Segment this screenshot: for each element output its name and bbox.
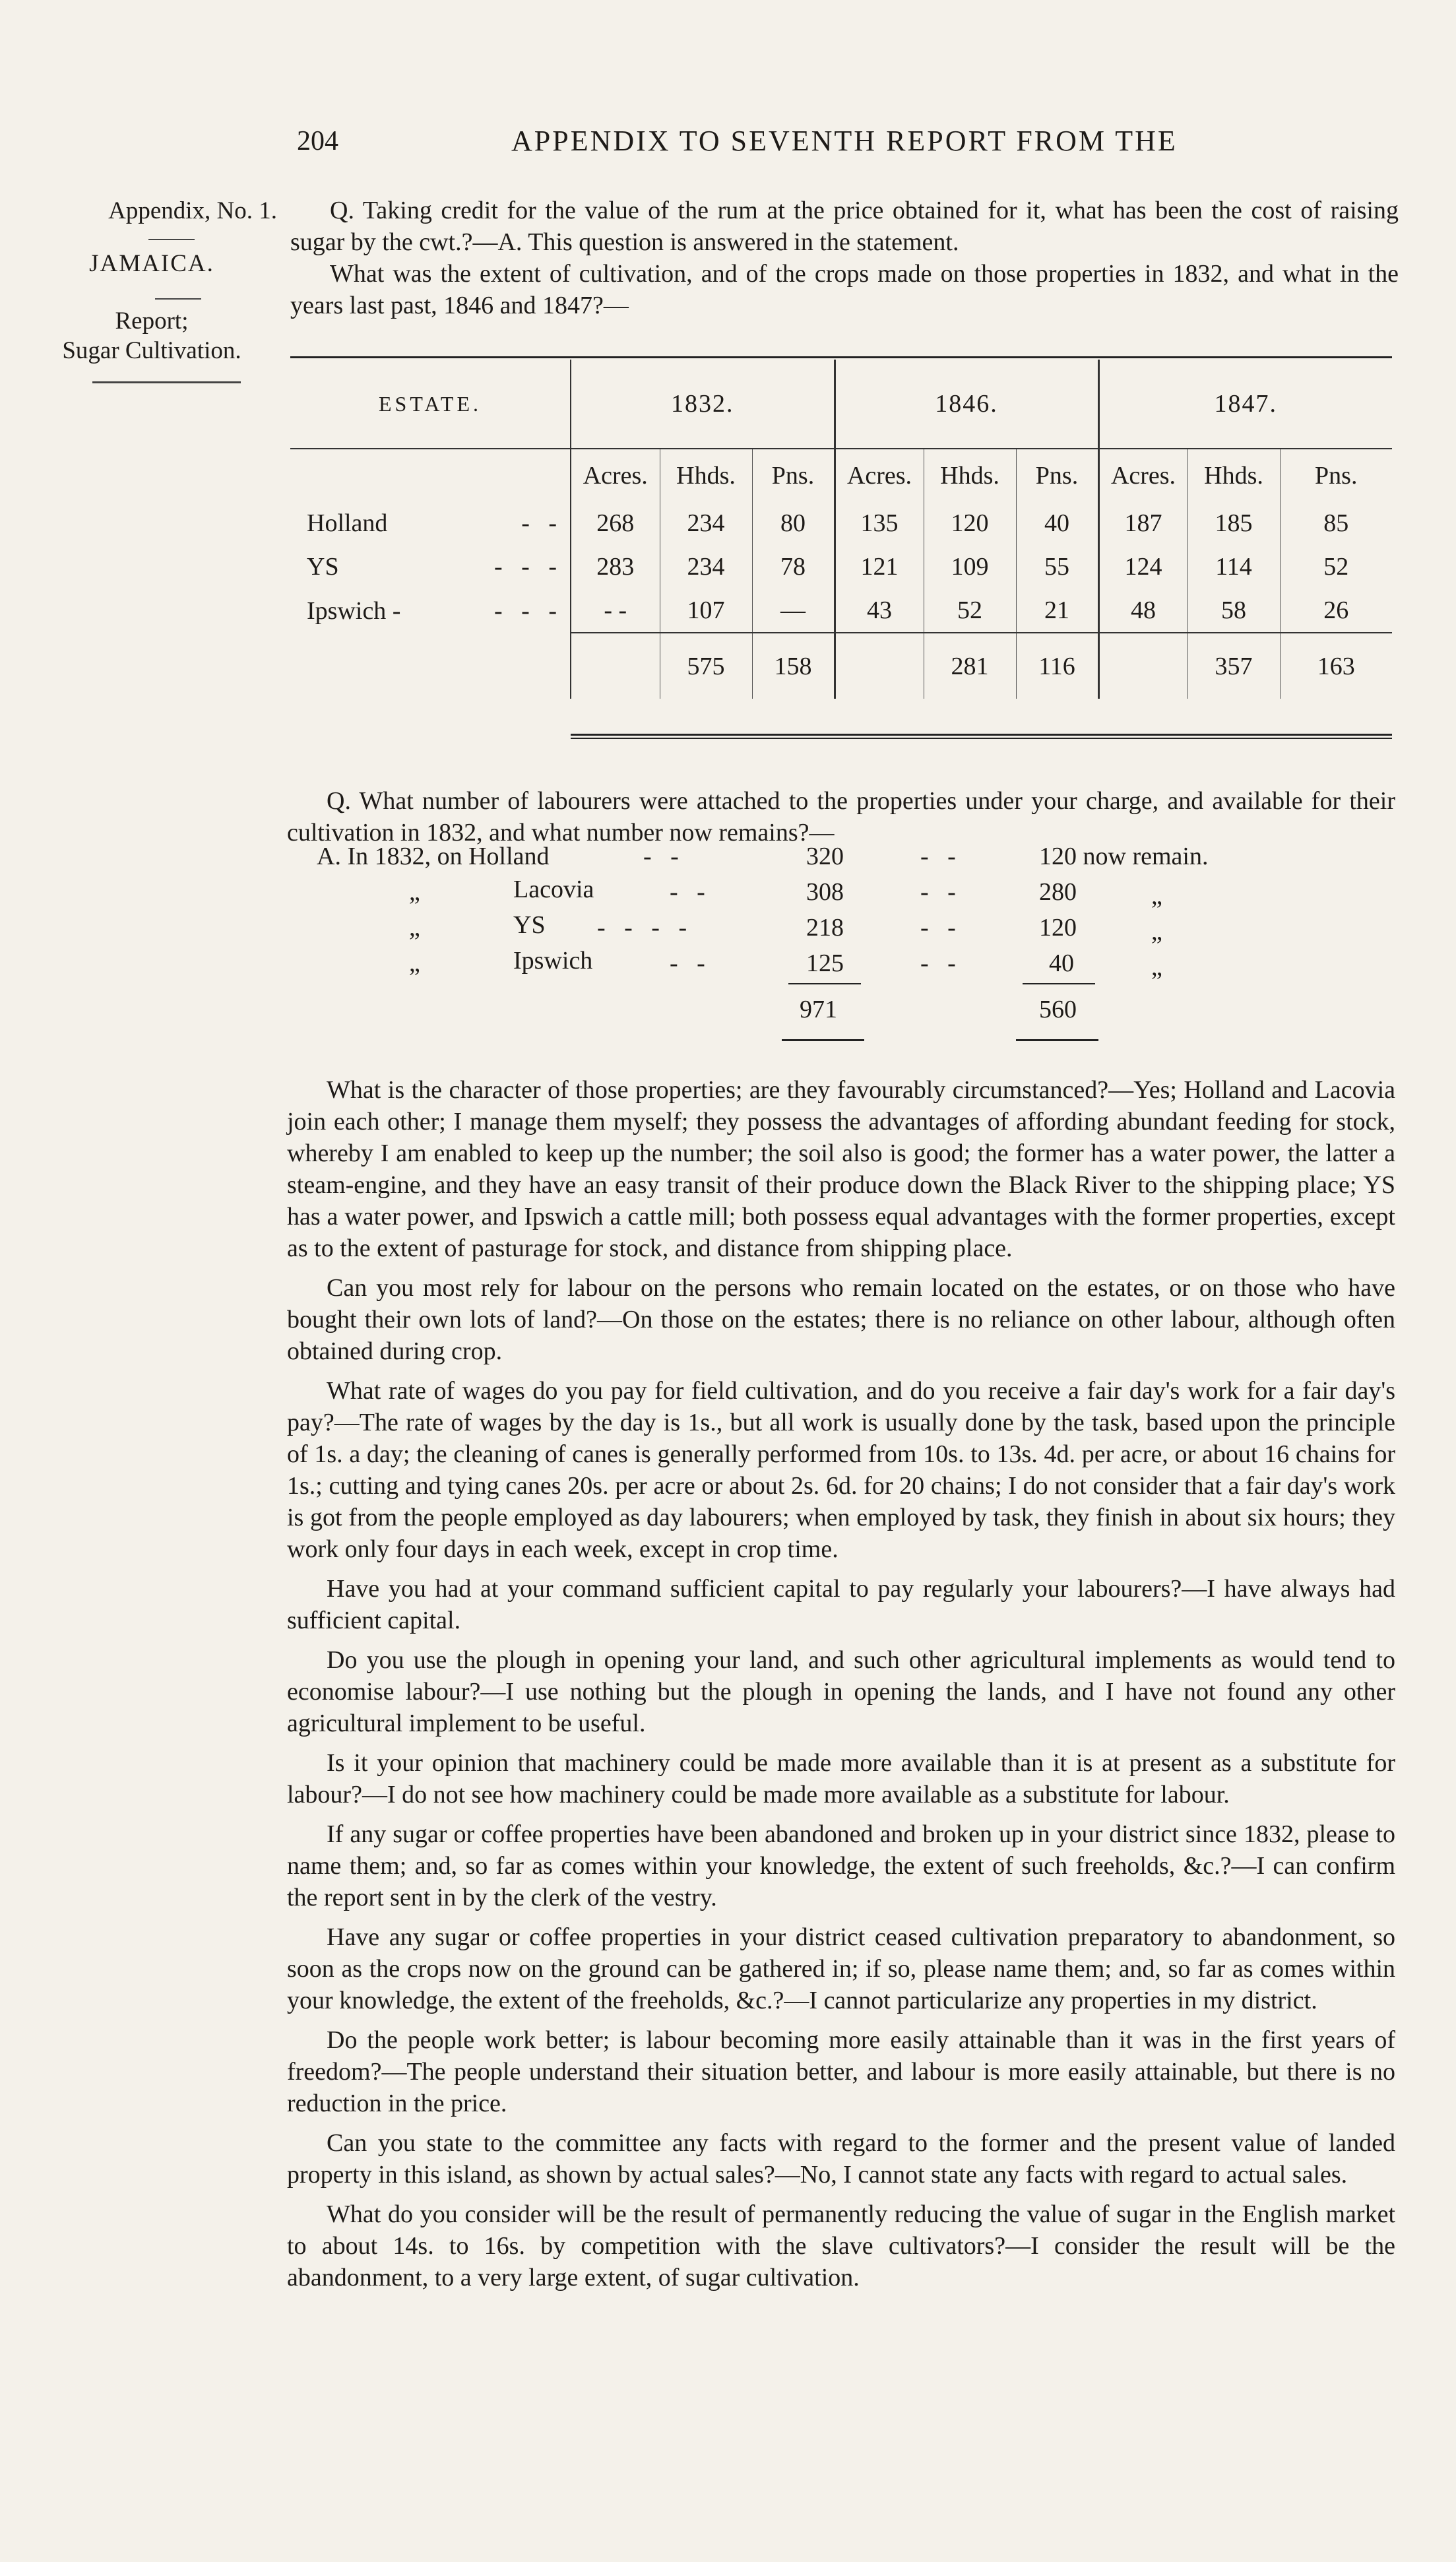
cell: 52 bbox=[924, 589, 1016, 633]
count-now: 40 bbox=[1049, 949, 1074, 977]
leader-dashes: - - - bbox=[494, 596, 557, 625]
estate-name-label: Holland bbox=[307, 509, 388, 537]
table-row bbox=[290, 501, 1392, 545]
total-cell: 575 bbox=[660, 633, 752, 699]
leader-dashes-now: - - bbox=[920, 914, 956, 942]
intro-question-2: What was the extent of cultivation, and of the crops made on those properties in 1832, and what in the years last past, 1846 and 1847?— bbox=[290, 260, 1399, 319]
cell: 26 bbox=[1323, 596, 1349, 624]
leader-dashes-now: - - bbox=[920, 878, 956, 906]
leader-dashes: - - - bbox=[494, 553, 557, 581]
paragraph: What do you consider will be the result of permanently reducing the value of sugar in the English market to about 14s. to 16s. by competition with the slave cultivators?—I consider the result will be the abandonment, to a very large extent, of sugar cultivation. bbox=[287, 2200, 1395, 2291]
cell: 124 bbox=[1098, 545, 1187, 589]
col-pns: Pns. bbox=[1315, 461, 1358, 490]
intro-question-1: Q. Taking credit for the value of the rum at the price obtained for it, what has been the cost of raising sugar by the cwt.?—A. This question is answered in the statement. bbox=[290, 197, 1399, 256]
blank-cell bbox=[571, 633, 660, 699]
estate-table bbox=[290, 360, 1392, 699]
cell: 114 bbox=[1187, 545, 1280, 589]
total-cell: 281 bbox=[924, 633, 1016, 699]
count-now: 120 now remain. bbox=[1039, 843, 1209, 870]
ditto-mark: „ bbox=[1151, 953, 1162, 981]
cell: - - bbox=[571, 589, 660, 633]
col-hhds: Hhds. bbox=[1187, 449, 1280, 501]
total-rule bbox=[788, 983, 861, 984]
ditto-mark: „ bbox=[1151, 882, 1162, 910]
paragraph: Can you most rely for labour on the persons who remain located on the estates, or on those who have bought their own lots of land?—On those on the estates; there is no reliance on other labour, although often obtained during crop. bbox=[287, 1274, 1395, 1365]
blank-cell bbox=[1098, 633, 1187, 699]
cell: 109 bbox=[924, 545, 1016, 589]
year-1832: 1832. bbox=[571, 360, 835, 449]
cell: 21 bbox=[1016, 589, 1098, 633]
estate-name-label: Ipswich - bbox=[307, 596, 401, 625]
margin-subject: Sugar Cultivation. bbox=[62, 337, 241, 364]
cell: 80 bbox=[752, 501, 835, 545]
year-1846: 1846. bbox=[835, 360, 1098, 449]
col-pns: Pns. bbox=[1016, 449, 1098, 501]
total-1832: 971 bbox=[800, 996, 837, 1023]
page-number: 204 bbox=[297, 126, 338, 156]
estate-header: ESTATE. bbox=[290, 360, 571, 449]
col-acres: Acres. bbox=[835, 449, 924, 501]
paragraph: Do the people work better; is labour becoming more easily attainable than it was in the first years of freedom?—The people understand their situation better, and labour is more easily attainable, but there is no reduction in the price. bbox=[287, 2026, 1395, 2117]
ditto-mark: „ bbox=[409, 914, 420, 942]
cell: 283 bbox=[571, 545, 660, 589]
margin-colony: JAMAICA. bbox=[89, 250, 214, 277]
cell: 268 bbox=[571, 501, 660, 545]
body-text bbox=[287, 1074, 1395, 2301]
ditto-mark: „ bbox=[1151, 918, 1162, 945]
paragraph: Is it your opinion that machinery could be made more available than it is at present as a substitute for labour?—I do not see how machinery could be made more available as a substitute for labour. bbox=[287, 1749, 1395, 1809]
cell: 121 bbox=[835, 545, 924, 589]
col-acres: Acres. bbox=[1098, 449, 1187, 501]
total-cell: 158 bbox=[752, 633, 835, 699]
paragraph: Have you had at your command sufficient capital to pay regularly your labourers?—I have always had sufficient capital. bbox=[287, 1575, 1395, 1634]
col-hhds: Hhds. bbox=[924, 449, 1016, 501]
estate-name bbox=[290, 589, 571, 633]
totals-row bbox=[290, 633, 1392, 699]
estate-name-label: Holland bbox=[468, 843, 550, 870]
table-row bbox=[290, 545, 1392, 589]
count-1832: 320 bbox=[806, 843, 844, 870]
estate-name-label: YS bbox=[513, 911, 546, 939]
cell: 43 bbox=[835, 589, 924, 633]
total-now: 560 bbox=[1039, 996, 1077, 1023]
margin-divider bbox=[92, 381, 241, 383]
intro-questions bbox=[290, 195, 1399, 321]
paragraph: Do you use the plough in opening your land, and such other agricultural implements as would tend to economise labour?—I use nothing but the plough in opening the lands, and I have not found any other agricultural implement to be useful. bbox=[287, 1646, 1395, 1737]
paragraph: What rate of wages do you pay for field cultivation, and do you receive a fair day's work for a fair day's pay?—The rate of wages by the day is 1s., but all work is usually done by the task, based upon the principle of 1s. a day; the cleaning of canes is generally performed from 10s. to 13s. 4d. per acre, or about 16 chains for 1s.; cutting and tying canes 20s. per acre or about 2s. 6d. for 20 chains; I do not consider that a fair day's work is got from the people employed as day labourers; when employed by task, they finish in about six hours; they work only four days in each week, except in crop time. bbox=[287, 1377, 1395, 1563]
leader-dashes-1832: - - bbox=[643, 843, 679, 870]
count-now: 120 bbox=[1039, 914, 1077, 942]
cell: 187 bbox=[1098, 501, 1187, 545]
cell: 48 bbox=[1098, 589, 1187, 633]
estate-name bbox=[290, 501, 571, 545]
estate-name bbox=[290, 545, 571, 589]
cell: 234 bbox=[660, 501, 752, 545]
leader-dashes-1832: - - bbox=[670, 949, 705, 977]
cell: 40 bbox=[1016, 501, 1098, 545]
cell: — bbox=[752, 589, 835, 633]
year-header-row bbox=[290, 360, 1392, 449]
margin-appendix: Appendix, No. 1. bbox=[108, 197, 277, 224]
estate-name-label: Lacovia bbox=[513, 876, 594, 903]
margin-divider bbox=[148, 239, 195, 240]
blank-cell bbox=[835, 633, 924, 699]
leader-dashes-now: - - bbox=[920, 843, 956, 870]
cell: 52 bbox=[1323, 553, 1349, 581]
total-rule bbox=[782, 1039, 864, 1041]
ditto-mark: „ bbox=[409, 878, 420, 906]
table-row bbox=[290, 589, 1392, 633]
year-1847: 1847. bbox=[1098, 360, 1392, 449]
total-cell: 116 bbox=[1016, 633, 1098, 699]
cell: 85 bbox=[1323, 509, 1349, 537]
total-cell: 357 bbox=[1187, 633, 1280, 699]
answer-prefix: A. In 1832, on bbox=[317, 843, 462, 870]
leader-dashes-now: - - bbox=[920, 949, 956, 977]
paragraph: Have any sugar or coffee properties in your district ceased cultivation preparatory to abandonment, so soon as the crops now on the ground can be gathered in; if so, please name them; and, so far as comes within your knowledge, the extent of the freeholds, &c.?—I cannot particularize any properties in my district. bbox=[287, 1923, 1395, 2014]
running-title: APPENDIX TO SEVENTH REPORT FROM THE bbox=[511, 125, 1178, 157]
leader-dashes-1832: - - bbox=[670, 878, 705, 906]
estate-name-label: Ipswich bbox=[513, 947, 593, 975]
leader-dashes-1832: - - - - bbox=[597, 914, 687, 942]
paragraph: Can you state to the committee any facts with regard to the former and the present value of landed property in this island, as shown by actual sales?—No, I cannot state any facts with regard to actual sales. bbox=[287, 2129, 1395, 2189]
cell: 135 bbox=[835, 501, 924, 545]
paragraph: If any sugar or coffee properties have been abandoned and broken up in your district since 1832, please to name them; and, so far as comes within your knowledge, the extent of such freeholds, &c.?—I can confirm the report sent in by the clerk of the vestry. bbox=[287, 1820, 1395, 1911]
col-acres: Acres. bbox=[571, 449, 660, 501]
unit-header-row bbox=[290, 449, 1392, 501]
table-bottom-rule bbox=[571, 734, 1392, 736]
blank-cell bbox=[290, 449, 571, 501]
estate-name-label: YS bbox=[307, 553, 339, 581]
blank-cell bbox=[290, 633, 571, 699]
cell: 234 bbox=[660, 545, 752, 589]
cell: 120 bbox=[924, 501, 1016, 545]
cell: 107 bbox=[660, 589, 752, 633]
cell: 78 bbox=[752, 545, 835, 589]
margin-report: Report; bbox=[115, 307, 189, 335]
col-hhds: Hhds. bbox=[660, 449, 752, 501]
paragraph: What is the character of those properties; are they favourably circumstanced?—Yes; Holland and Lacovia join each other; I manage them myself; they possess the advantages of affording abundant feeding for stock, whereby I am enabled to keep up the number; the soil also is good; the former has a water power, the latter a steam-engine, and they have an easy transit of their produce down the Black River to the shipping place; YS has a water power, and Ipswich a cattle mill; both possess equal advantages with the former properties, except as to the extent of pasturage for stock, and distance from shipping place. bbox=[287, 1076, 1395, 1262]
total-rule bbox=[1023, 983, 1095, 984]
col-pns: Pns. bbox=[752, 449, 835, 501]
cell: 185 bbox=[1187, 501, 1280, 545]
count-1832: 218 bbox=[806, 914, 844, 942]
labourer-row bbox=[317, 842, 550, 874]
labourers-question: Q. What number of labourers were attached to the properties under your charge, and available for their cultivation in 1832, and what number now remains?— bbox=[287, 787, 1395, 847]
count-1832: 308 bbox=[806, 878, 844, 906]
cell: 55 bbox=[1016, 545, 1098, 589]
total-cell: 163 bbox=[1280, 633, 1392, 699]
total-rule bbox=[1016, 1039, 1098, 1041]
count-1832: 125 bbox=[806, 949, 844, 977]
table-top-rule bbox=[290, 356, 1392, 358]
leader-dashes: - - bbox=[521, 509, 557, 537]
margin-divider bbox=[155, 298, 201, 300]
cell: 58 bbox=[1187, 589, 1280, 633]
count-now: 280 bbox=[1039, 878, 1077, 906]
ditto-mark: „ bbox=[409, 949, 420, 977]
table-bottom-rule bbox=[571, 738, 1392, 739]
